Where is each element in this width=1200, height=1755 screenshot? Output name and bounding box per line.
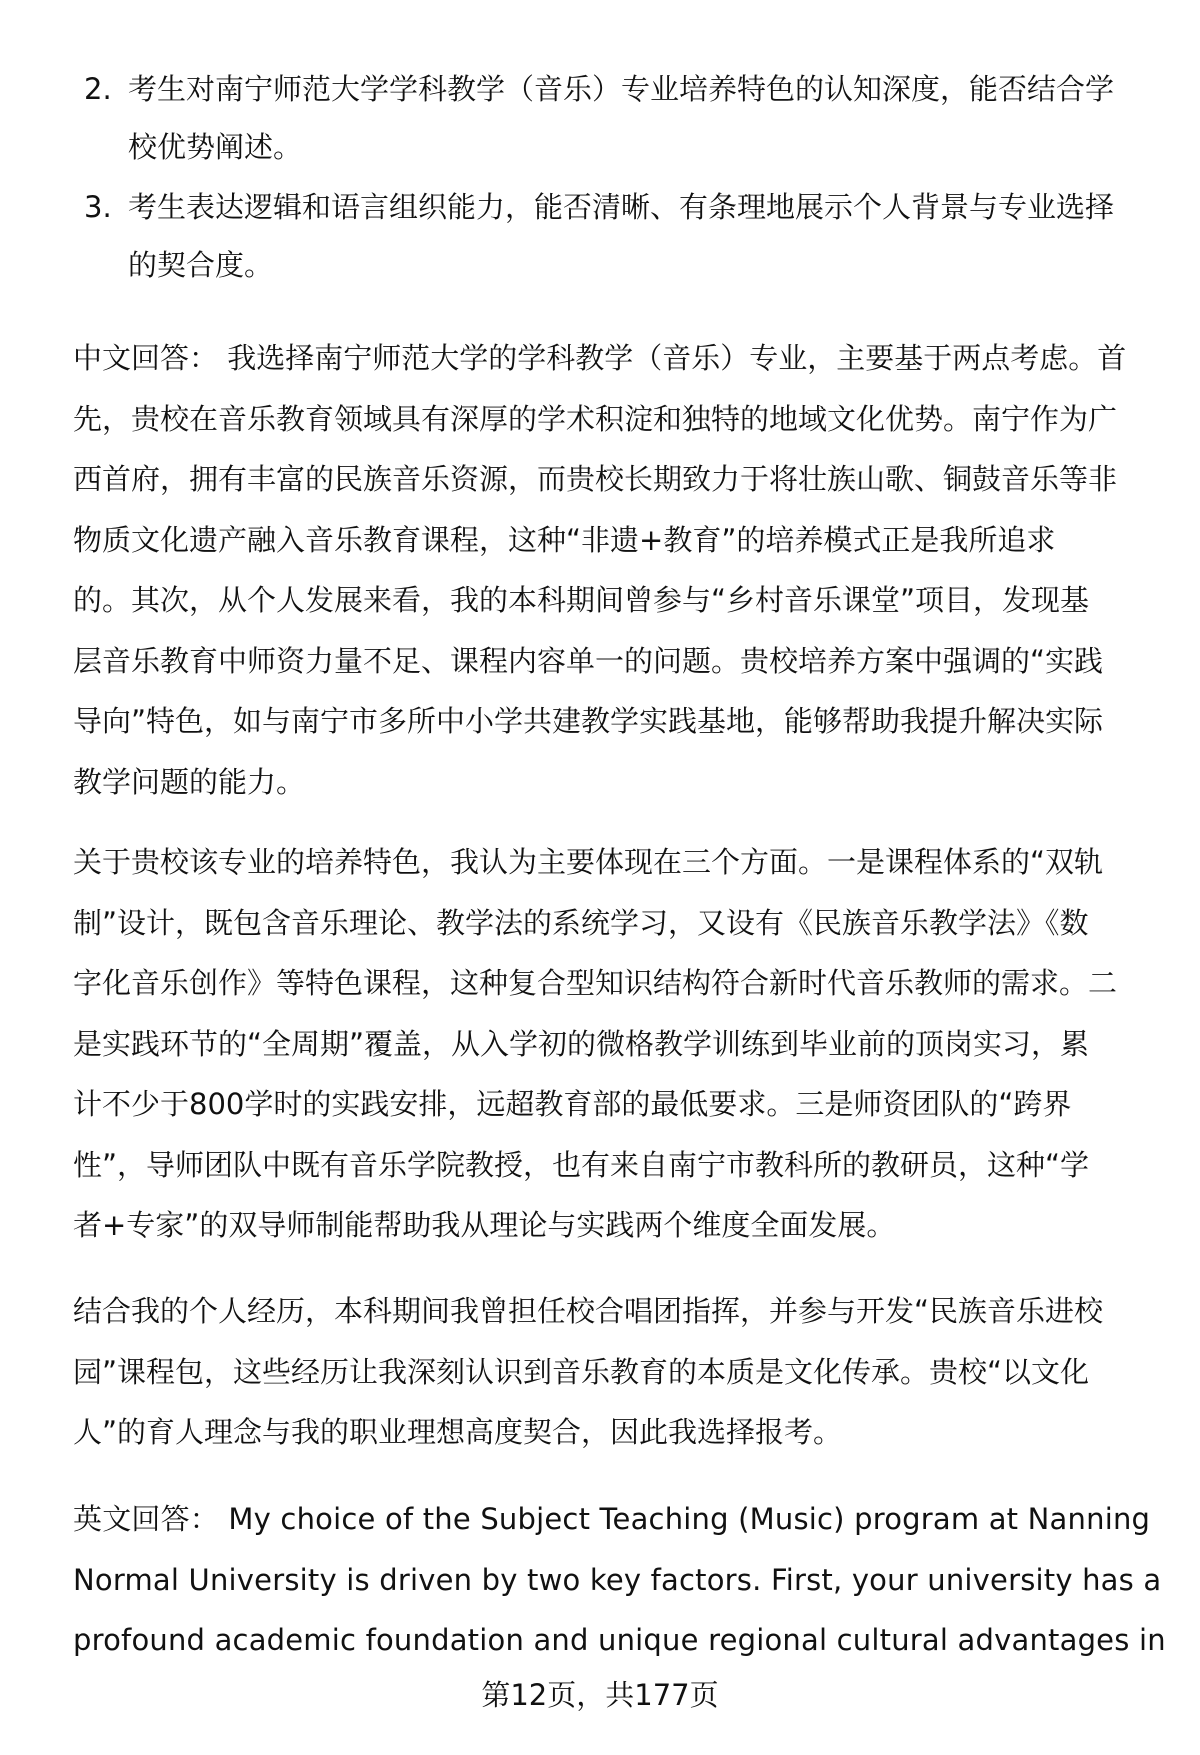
text-line: 结合我的个人经历，本科期间我曾担任校合唱团指挥，并参与开发“民族音乐进校	[73, 1294, 1104, 1328]
text-line: 字化音乐创作》等特色课程，这种复合型知识结构符合新时代音乐教师的需求。二	[73, 966, 1118, 1000]
text-line: 校优势阐述。	[128, 130, 303, 164]
list-number: 2.	[84, 72, 112, 106]
list-number: 3.	[84, 190, 112, 224]
text-line: 导向”特色，如与南宁市多所中小学共建教学实践基地，能够帮助我提升解决实际	[73, 704, 1104, 738]
text-line: 先，贵校在音乐教育领域具有深厚的学术积淀和独特的地域文化优势。南宁作为广	[73, 401, 1118, 436]
paragraph-personal-experience	[73, 1281, 1163, 1463]
text-line: 考生对南宁师范大学学科教学（音乐）专业培养特色的认知深度，能否结合学	[128, 72, 1115, 106]
text-line: 物质文化遗产融入音乐教育课程，这种“非遗+教育”的培养模式正是我所追求	[73, 522, 1056, 557]
text-line: 中文回答： 我选择南宁师范大学的学科教学（音乐）专业，主要基于两点考虑。首	[73, 341, 1127, 375]
text-line: 是实践环节的“全周期”覆盖，从入学初的微格教学训练到毕业前的顶岗实习，累	[73, 1026, 1090, 1061]
text-line: 性”，导师团队中既有音乐学院教授，也有来自南宁市教科所的教研员，这种“学	[73, 1147, 1090, 1182]
paragraph-chinese-answer	[73, 328, 1163, 812]
text-line: 制”设计，既包含音乐理论、教学法的系统学习，又设有《民族音乐教学法》《数	[73, 905, 1089, 940]
text-line: Normal University is driven by two key factors. First, your university has a	[73, 1562, 1162, 1597]
text-line: 层音乐教育中师资力量不足、课程内容单一的问题。贵校培养方案中强调的“实践	[73, 643, 1104, 678]
text-line: 考生表达逻辑和语言组织能力，能否清晰、有条理地展示个人背景与专业选择	[128, 190, 1115, 224]
list-item-2	[84, 60, 1164, 176]
paragraph-program-features	[73, 832, 1163, 1256]
text-line: 关于贵校该专业的培养特色，我认为主要体现在三个方面。一是课程体系的“双轨	[73, 845, 1104, 879]
text-line: 的。其次，从个人发展来看，我的本科期间曾参与“乡村音乐课堂”项目，发现基	[73, 583, 1090, 617]
page-number: 第12页，共177页	[481, 1678, 719, 1712]
text-line: 者+专家”的双导师制能帮助我从理论与实践两个维度全面发展。	[73, 1208, 896, 1242]
text-line: profound academic foundation and unique regional cultural advantages in	[73, 1623, 1166, 1657]
text-line: 人”的育人理念与我的职业理想高度契合，因此我选择报考。	[73, 1415, 843, 1449]
text-line: 计不少于800学时的实践安排，远超教育部的最低要求。三是师资团队的“跨界	[73, 1087, 1072, 1121]
text-line: 教学问题的能力。	[73, 764, 306, 799]
text-line: 园”课程包，这些经历让我深刻认识到音乐教育的本质是文化传承。贵校“以文化	[73, 1354, 1090, 1389]
text-line: 的契合度。	[128, 248, 274, 282]
list-item-3	[84, 178, 1164, 294]
text-line: 西首府，拥有丰富的民族音乐资源，而贵校长期致力于将壮族山歌、铜鼓音乐等非	[73, 462, 1118, 496]
text-line: 英文回答： My choice of the Subject Teaching (Music) program at Nanning	[73, 1502, 1151, 1536]
paragraph-english-answer	[73, 1489, 1166, 1671]
